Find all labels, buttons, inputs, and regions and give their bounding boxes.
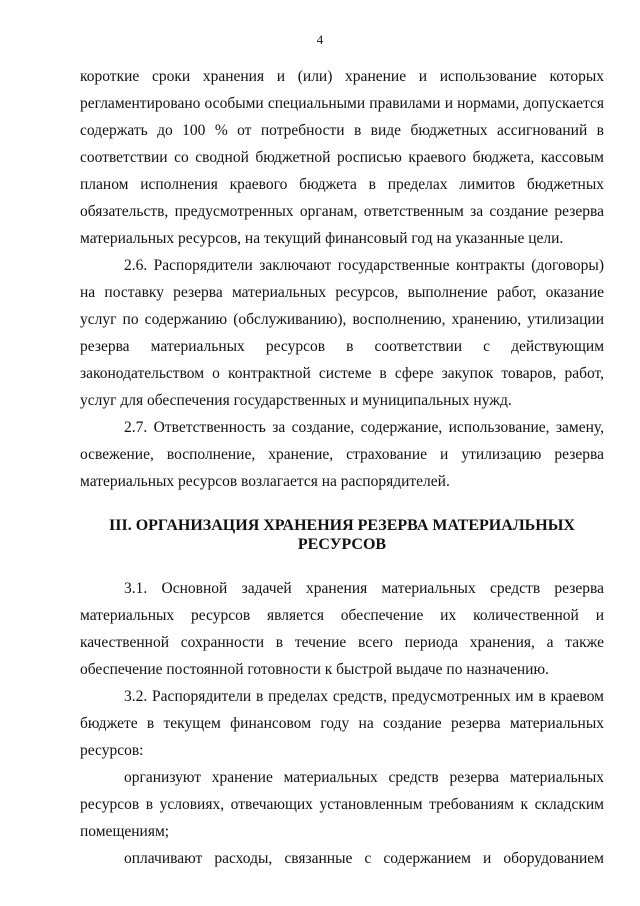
paragraph-pay: оплачивают расходы, связанные с содержанием и оборудованием (124, 850, 604, 867)
section-heading (80, 516, 604, 554)
paragraph-3-2: 3.2. Распорядители в пределах средств, предусмотренных им в краевом бюджете в текущем финансовом году на создание резерва материальных ресурсов: (80, 688, 604, 759)
page-number: 4 (316, 32, 324, 47)
paragraph-continuation: короткие сроки хранения и (или) хранение и использование которых регламентировано особыми специальными правилами и нормами, допускается содержать до 100 % от потребности в виде бюджетных ассигнований в соответствии со сводной бюджетной росписью краевого бюджета, кассовым планом исполнения краевого бюджета в пределах лимитов бюджетных обязательств, предусмотренных органам, ответственным за создание резерва материальных ресурсов, на текущий финансовый год на указанные цели. (80, 68, 604, 247)
document-body (80, 63, 604, 872)
paragraph-2-6: 2.6. Распорядители заключают государственные контракты (договоры) на поставку резерва материальных ресурсов, выполнение работ, оказание услуг по содержанию (обслуживанию), восполнению, хранению, утилизации резерва материальных ресурсов в соответствии с действующим законодательством о контрактной системе в сфере закупок товаров, работ, услуг для обеспечения государственных и муниципальных нужд. (80, 257, 604, 409)
section-heading-line-2: РЕСУРСОВ (297, 536, 387, 553)
section-heading-line-1: III. ОРГАНИЗАЦИЯ ХРАНЕНИЯ РЕЗЕРВА МАТЕРИАЛЬНЫХ (109, 517, 575, 534)
paragraph-2-7: 2.7. Ответственность за создание, содержание, использование, замену, освежение, восполнение, хранение, страхование и утилизацию резерва материальных ресурсов возлагается на распорядителей. (80, 419, 604, 490)
paragraph-3-1: 3.1. Основной задачей хранения материальных средств резерва материальных ресурсов является обеспечение их количественной и качественной сохранности в течение всего периода хранения, а также обеспечение постоянной готовности к быстрой выдаче по назначению. (80, 580, 604, 678)
paragraph-organize: организуют хранение материальных средств резерва материальных ресурсов в условиях, отвечающих установленным требованиям к складским помещениям; (80, 769, 604, 840)
